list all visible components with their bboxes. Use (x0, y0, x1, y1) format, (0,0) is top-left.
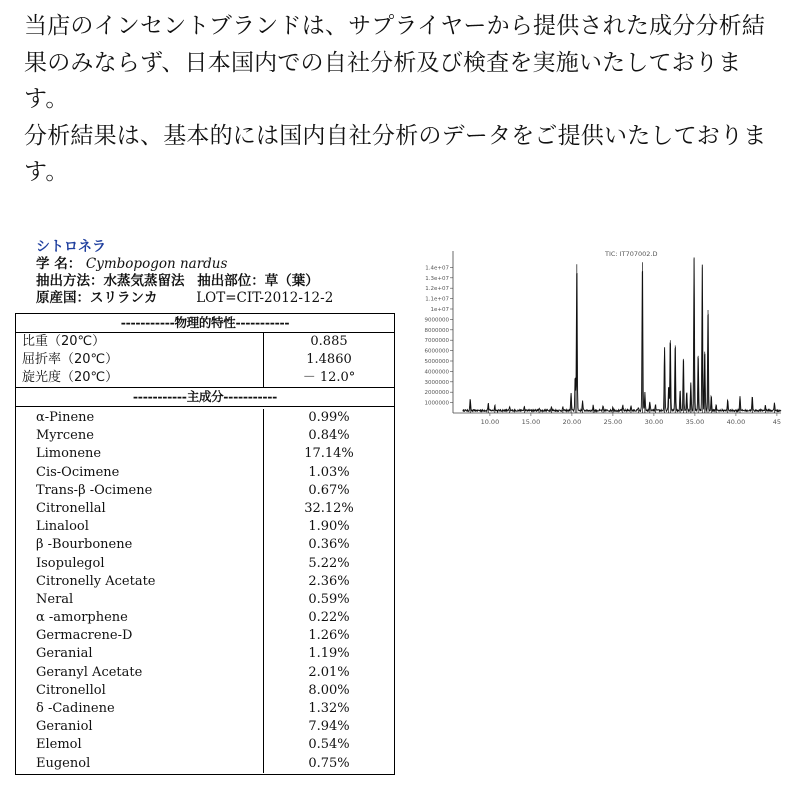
component-percentage: 1.26% (308, 628, 350, 644)
component-name: Geranyl Acetate (16, 664, 264, 682)
property-value: 1.4860 (306, 352, 352, 367)
component-percentage: 0.99% (308, 410, 350, 425)
y-tick-label: 8000000 (424, 327, 449, 334)
chromatogram-trace (463, 258, 781, 412)
component-name: α -amorphene (16, 609, 264, 627)
y-tick-label: 4000000 (424, 369, 449, 376)
extraction-part: 抽出部位：草（葉） (197, 273, 319, 289)
component-name: Geranial (16, 645, 264, 663)
component-row (16, 500, 394, 518)
latin-name-label: 学 名： (36, 256, 82, 272)
component-name: Trans-β -Ocimene (16, 482, 264, 500)
component-row (16, 718, 394, 736)
component-percentage: 0.84% (308, 428, 350, 444)
component-name: Isopulegol (16, 555, 264, 573)
x-tick-label: 45 (772, 418, 782, 426)
component-name: Limonene (16, 445, 264, 463)
component-percentage: 5.22% (308, 555, 350, 571)
property-row (16, 333, 394, 351)
component-row (16, 445, 394, 463)
latin-name: Cymbopogon nardus (85, 256, 228, 272)
component-percentage: 0.59% (308, 591, 350, 607)
main-components-title: -----------主成分----------- (16, 388, 394, 407)
origin-country: 原産国：スリランカ (36, 290, 158, 306)
component-name: Germacrene-D (16, 627, 264, 645)
y-tick-label: 1.3e+07 (425, 275, 449, 282)
component-percentage: 1.32% (308, 701, 350, 716)
x-tick-label: 40.00 (726, 418, 746, 426)
y-tick-label: 1000000 (424, 400, 449, 407)
component-percentage: 1.03% (308, 464, 350, 480)
component-percentage: 2.36% (308, 573, 350, 589)
component-row (16, 736, 394, 754)
component-name: Citronellol (16, 682, 264, 700)
component-row (16, 555, 394, 573)
analysis-sheet-header (36, 238, 333, 307)
main-components (16, 407, 394, 773)
component-name: Geraniol (16, 718, 264, 736)
component-name: Citronellal (16, 500, 264, 518)
component-percentage: 1.19% (308, 646, 350, 662)
component-name: α-Pinene (16, 409, 264, 427)
component-percentage: 8.00% (308, 682, 350, 698)
component-name: Citronelly Acetate (16, 573, 264, 591)
component-row (16, 609, 394, 627)
property-name: 屈折率（20℃） (16, 351, 264, 369)
y-tick-label: 7000000 (424, 338, 449, 345)
intro-paragraph-2: 分析結果は、基本的には国内自社分析のデータをご提供いたしております。 (24, 122, 767, 185)
component-percentage: 1.90% (308, 519, 350, 535)
physical-properties (16, 333, 394, 388)
y-tick-label: 1.4e+07 (425, 265, 449, 272)
component-row (16, 682, 394, 700)
property-name: 比重（20℃） (16, 333, 264, 351)
y-tick-label: 1e+07 (430, 307, 449, 313)
x-tick-label: 15.00 (521, 418, 541, 426)
intro-paragraph-1: 当店のインセントブランドは、サプライヤーから提供された成分分析結果のみならず、日本国内での自社分析及び検査を実施いたしております。 (24, 13, 766, 112)
y-tick-label: 1.2e+07 (425, 286, 449, 293)
component-row (16, 700, 394, 718)
component-name: Myrcene (16, 427, 264, 445)
component-percentage: 17.14% (304, 446, 354, 462)
component-row (16, 464, 394, 482)
extraction-method: 抽出方法：水蒸気蒸留法 (36, 273, 185, 289)
physical-properties-title: -----------物理的特性----------- (16, 314, 394, 333)
origin-line (36, 290, 333, 307)
component-name: Cis-Ocimene (16, 464, 264, 482)
x-tick-label: 35.00 (685, 418, 705, 426)
component-percentage: 32.12% (304, 500, 354, 516)
component-row (16, 482, 394, 500)
component-percentage: 0.75% (308, 755, 350, 771)
component-percentage: 0.36% (308, 537, 350, 553)
x-tick-label: 10.00 (480, 418, 500, 426)
y-tick-label: 1.1e+07 (425, 296, 449, 303)
y-tick-label: 9000000 (424, 317, 449, 324)
component-row (16, 573, 394, 591)
property-value: － 12.0° (302, 370, 356, 385)
chart-title: TIC: IT707002.D (605, 250, 658, 258)
component-percentage: 0.22% (308, 610, 350, 626)
component-percentage: 0.67% (308, 482, 350, 498)
latin-name-line (36, 256, 333, 273)
component-name: δ -Cadinene (16, 700, 264, 718)
component-row (16, 591, 394, 609)
analysis-table (15, 313, 395, 775)
x-tick-label: 25.00 (603, 418, 623, 426)
component-row (16, 627, 394, 645)
component-percentage: 7.94% (308, 719, 350, 735)
component-name: Eugenol (16, 755, 264, 773)
property-name: 旋光度（20℃） (16, 369, 264, 387)
extraction-line (36, 273, 333, 290)
chromatogram-chart (415, 243, 785, 433)
property-value: 0.885 (310, 334, 348, 349)
lot-number: LOT=CIT-2012-12-2 (196, 290, 334, 306)
intro-text (24, 8, 784, 191)
component-percentage: 0.54% (308, 737, 350, 753)
oil-name: シトロネラ (36, 239, 106, 255)
component-row (16, 536, 394, 554)
component-row (16, 518, 394, 536)
component-name: Linalool (16, 518, 264, 536)
component-percentage: 2.01% (308, 664, 350, 680)
y-tick-label: 6000000 (424, 348, 449, 355)
property-row (16, 369, 394, 387)
x-tick-label: 30.00 (644, 418, 664, 426)
property-row (16, 351, 394, 369)
component-name: β -Bourbonene (16, 536, 264, 554)
component-row (16, 645, 394, 663)
component-row (16, 409, 394, 427)
component-name: Elemol (16, 736, 264, 754)
x-tick-label: 20.00 (562, 418, 582, 426)
component-row (16, 755, 394, 773)
y-tick-label: 2000000 (424, 390, 449, 397)
y-tick-label: 3000000 (424, 379, 449, 386)
component-row (16, 664, 394, 682)
component-name: Neral (16, 591, 264, 609)
component-row (16, 427, 394, 445)
y-tick-label: 5000000 (424, 359, 449, 365)
